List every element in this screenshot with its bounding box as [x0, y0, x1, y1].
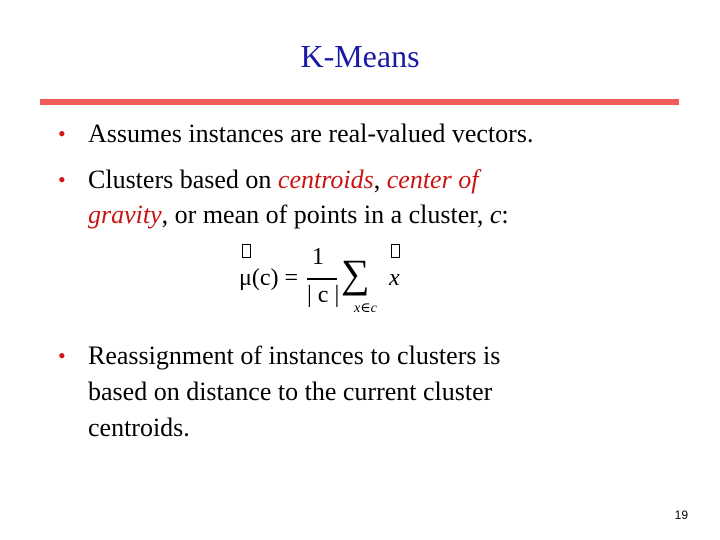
bullet-marker: •: [58, 343, 66, 368]
emphasis-center-of: center of: [386, 165, 479, 194]
page-number: 19: [674, 508, 688, 522]
bullet-text: Assumes instances are real-valued vectors.: [88, 119, 534, 148]
emphasis-gravity: gravity: [88, 200, 162, 229]
sigma-symbol: ∑: [341, 251, 370, 296]
bullet-text-line-1: Reassignment of instances to clusters is: [88, 341, 501, 370]
centroid-formula: [233, 240, 433, 320]
text-span: Clusters based on: [88, 165, 278, 194]
bullet-marker: •: [58, 121, 66, 146]
emphasis-centroids: centroids: [277, 165, 374, 194]
bullet-text-line-2: [88, 198, 509, 231]
bullet-text-line-3: centroids.: [88, 413, 190, 442]
title-divider: [40, 99, 679, 105]
variable-c: c: [489, 200, 502, 229]
bullet-text-line-1: [88, 163, 478, 196]
vector-arrow-glyph: [242, 244, 251, 258]
bullet-text-line-2: based on distance to the current cluster: [88, 377, 493, 406]
formula-variable: x: [389, 265, 400, 291]
text-span: ,: [373, 165, 387, 194]
text-span: :: [501, 200, 509, 229]
formula-lhs: μ(c) =: [239, 265, 299, 291]
text-span: , or mean of points in a cluster,: [161, 200, 490, 229]
formula-denominator: | c |: [307, 282, 340, 308]
bullet-marker: •: [58, 167, 66, 192]
formula-numerator: 1: [312, 244, 324, 270]
sum-subscript: x∈c: [354, 301, 377, 316]
fraction-line: [307, 278, 337, 280]
vector-arrow-glyph: [391, 244, 400, 258]
slide-title: K-Means: [300, 38, 420, 74]
